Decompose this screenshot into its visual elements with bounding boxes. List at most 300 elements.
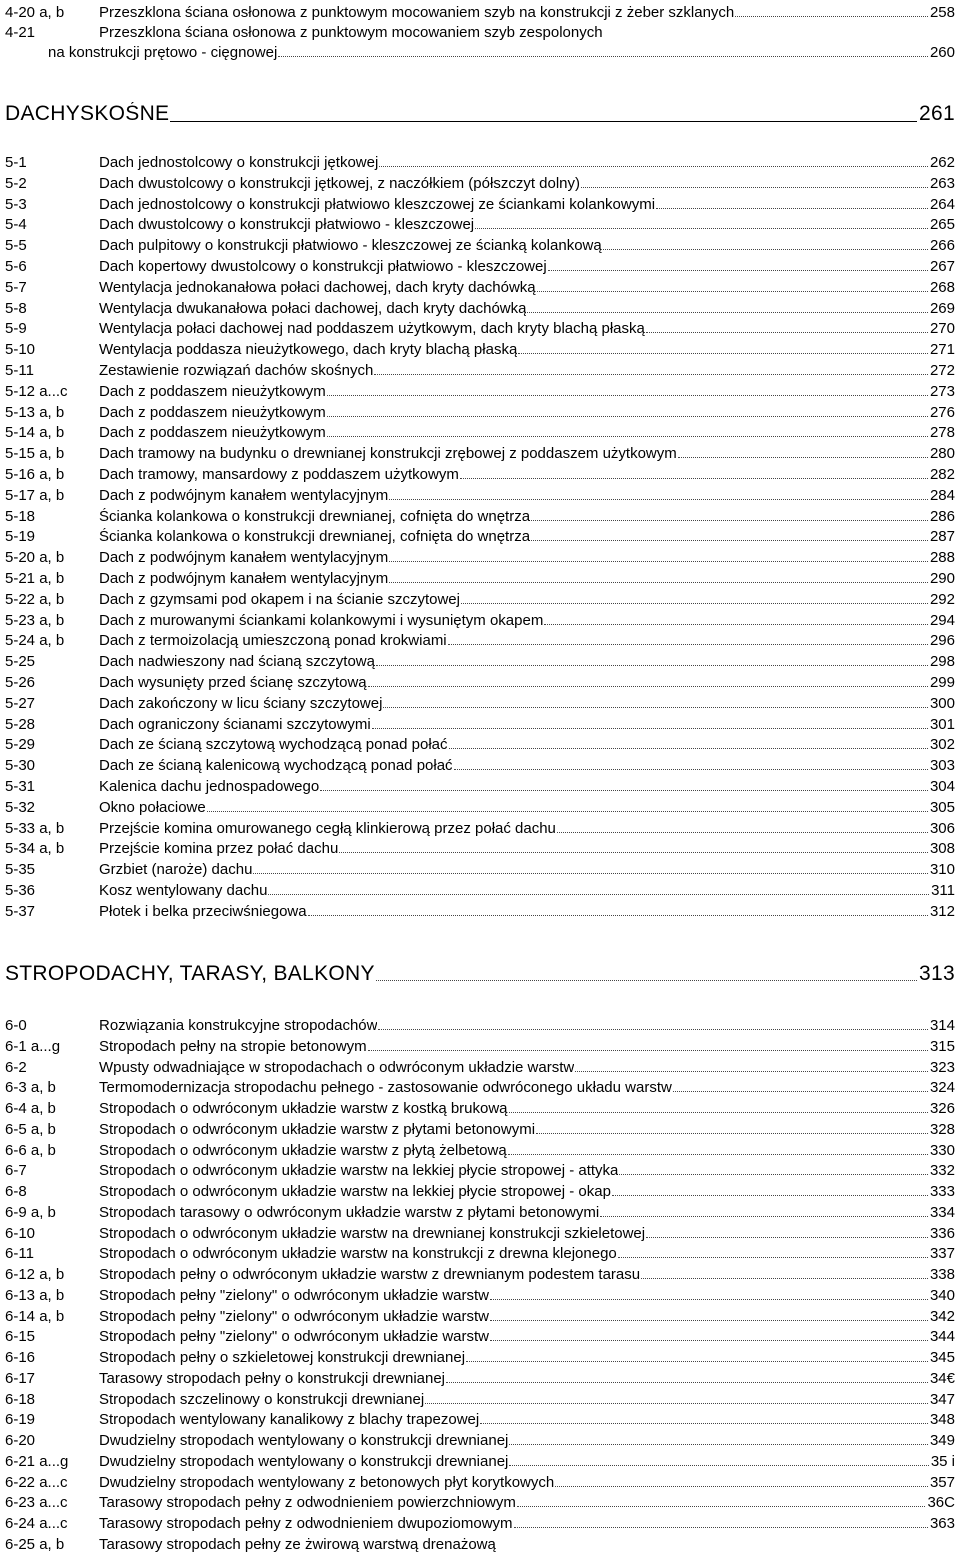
toc-entry [5, 1490, 955, 1511]
entry-number: 6-5 a, b [5, 1120, 56, 1138]
toc-entry [5, 816, 955, 837]
dot-leader [509, 1444, 928, 1445]
entry-title: Grzbiet (naroże) dachu [99, 861, 253, 879]
dot-leader [544, 624, 928, 625]
entry-number: 5-37 [5, 902, 36, 920]
entry-number: 5-1 [5, 154, 27, 171]
entry-page: 300 [929, 694, 955, 712]
entry-page: 303 [929, 757, 955, 775]
dot-leader [600, 1216, 928, 1217]
entry-page: 308 [929, 840, 955, 858]
toc-entry [5, 712, 955, 733]
entry-number: 5-11 [5, 362, 34, 379]
dot-leader [548, 270, 928, 271]
entry-page: 287 [929, 528, 955, 546]
dot-leader [531, 540, 928, 541]
entry-page: 36C [927, 1494, 955, 1512]
entry-page: 304 [929, 778, 955, 795]
entry-title: Płotek i belka przeciwśniegowa [99, 902, 307, 920]
entry-number: 5-21 a, b [5, 570, 65, 587]
section-title: DACHYSKOŚNE [5, 102, 170, 125]
dot-leader [448, 644, 928, 645]
entry-title: Przejście komina omurowanego cegłą klinkierową przez połać dachu [99, 819, 556, 837]
entry-title: Przejście komina przez połać dachu [99, 840, 339, 858]
dot-leader [618, 1257, 928, 1258]
toc-entry [5, 545, 955, 566]
toc-entry [5, 566, 955, 587]
dot-leader [207, 811, 928, 812]
toc-entry [5, 857, 955, 878]
entry-page: 294 [929, 611, 955, 629]
toc-entry [5, 0, 955, 21]
toc-entry [5, 296, 955, 317]
dot-leader [368, 1050, 928, 1051]
entry-number: 6-10 [5, 1224, 36, 1242]
entry-title: Wentylacja połaci dachowej nad poddaszem użytkowym, dach kryty blachą płaską [99, 320, 645, 338]
toc-entry [5, 233, 955, 254]
entry-page: 363 [929, 1515, 955, 1532]
entry-number: 5-33 a, b [5, 819, 65, 837]
entry-number: 6-15 [5, 1328, 36, 1346]
toc-entry [5, 337, 955, 358]
entry-title: Dwudzielny stropodach wentylowany z betonowych płyt korytkowych [99, 1473, 555, 1491]
toc-entry [5, 628, 955, 649]
entry-title: Termomodernizacja stropodachu pełnego - zastosowanie odwróconego układu warstw [99, 1079, 672, 1097]
entry-number: 5-16 a, b [5, 466, 65, 483]
entry-page: 333 [929, 1183, 955, 1200]
entry-number: 6-16 [5, 1349, 36, 1366]
entry-page: 306 [929, 819, 955, 837]
entry-page: 268 [929, 278, 955, 296]
entry-page: 262 [929, 154, 955, 171]
entry-title: Tarasowy stropodach pełny o konstrukcji drewnianej [99, 1369, 446, 1387]
section-title: STROPODACHY, TARASY, BALKONY [5, 962, 375, 985]
toc-entry [5, 1055, 955, 1076]
entry-number: 5-30 [5, 757, 36, 775]
entry-number: 5-23 a, b [5, 611, 65, 629]
entry-title: Dach jednostolcowy o konstrukcji płatwiowo kleszczowej ze ściankami kolankowymi [99, 195, 656, 213]
entry-title: Tarasowy stropodach pełny z odwodnieniem dwupoziomowym [99, 1515, 513, 1532]
dot-leader [490, 1340, 928, 1341]
dot-leader [612, 1195, 928, 1196]
dot-leader [475, 228, 928, 229]
toc-entry [5, 1324, 955, 1345]
entry-number: 5-19 [5, 528, 36, 546]
entry-page: 328 [929, 1120, 955, 1138]
dot-leader [327, 416, 928, 417]
entry-page: 273 [929, 382, 955, 400]
toc-entry [5, 1428, 955, 1449]
entry-page: 296 [929, 632, 955, 650]
entry-number: 6-4 a, b [5, 1100, 56, 1117]
entry-page: 266 [929, 237, 955, 255]
entry-number: 5-17 a, b [5, 486, 65, 504]
entry-title: Ścianka kolankowa o konstrukcji drewnianej, cofnięta do wnętrza [99, 507, 531, 525]
dot-leader [735, 16, 928, 17]
dot-leader [376, 665, 928, 666]
entry-number: 6-8 [5, 1183, 27, 1200]
dot-leader [678, 457, 928, 458]
entry-number: 5-2 [5, 174, 27, 192]
entry-page: 342 [929, 1307, 955, 1325]
entry-number: 6-6 a, b [5, 1141, 56, 1159]
dot-leader [480, 1423, 928, 1424]
entry-page: 35 i [930, 1452, 955, 1470]
dot-leader [466, 1361, 928, 1362]
entry-title: Stropodach szczelinowy o konstrukcji drewnianej [99, 1390, 425, 1408]
toc-entry [5, 795, 955, 816]
entry-title: Dach z termoizolacją umieszczoną ponad krokwiami [99, 632, 447, 650]
entry-page: 288 [929, 549, 955, 567]
entry-page: 282 [929, 466, 955, 483]
entry-number: 6-3 a, b [5, 1079, 56, 1097]
entry-number: 5-13 a, b [5, 403, 65, 421]
entry-page: 324 [929, 1079, 955, 1097]
entry-title: Dach ograniczony ścianami szczytowymi [99, 715, 371, 733]
toc-entry [5, 1262, 955, 1283]
dot-leader [517, 1506, 926, 1507]
toc-entry [5, 1407, 955, 1428]
entry-number: 5-4 [5, 216, 27, 234]
entry-page: 344 [929, 1328, 955, 1346]
dot-leader [461, 603, 928, 604]
entry-number: 4-20 a, b [5, 4, 65, 21]
toc-entry [5, 441, 955, 462]
toc-entry [5, 1345, 955, 1366]
entry-number: 6-13 a, b [5, 1286, 65, 1304]
entry-title: Dach tramowy na budynku o drewnianej konstrukcji zrębowej z poddaszem użytkowym [99, 445, 677, 463]
toc-entry [5, 192, 955, 213]
toc-entry [5, 1304, 955, 1325]
entry-title: Stropodach pełny o szkieletowej konstrukcji drewnianej [99, 1349, 466, 1366]
entry-number: 5-14 a, b [5, 424, 65, 442]
entry-title: Stropodach pełny o odwróconym układzie warstw z drewnianym podestem tarasu [99, 1266, 641, 1283]
dot-leader [327, 395, 928, 396]
entry-page: 334 [929, 1203, 955, 1221]
dot-leader [531, 520, 928, 521]
entry-title: Wpusty odwadniające w stropodachach o odwróconym układzie warstw [99, 1058, 575, 1076]
solid-leader [170, 121, 917, 122]
entry-title: Dach z poddaszem nieużytkowym [99, 403, 326, 421]
section-page: 313 [919, 962, 955, 985]
toc-entry [5, 587, 955, 608]
entry-title: Rozwiązania konstrukcyjne stropodachów [99, 1017, 378, 1034]
entry-page: 302 [929, 736, 955, 754]
toc-entry [5, 670, 955, 691]
entry-title: Dach z podwójnym kanałem wentylacyjnym [99, 486, 389, 504]
dot-leader [518, 353, 928, 354]
toc-entry [5, 774, 955, 795]
entry-title: Dach z poddaszem nieużytkowym [99, 424, 326, 442]
toc-entry [5, 1158, 955, 1179]
entry-page: 310 [929, 861, 955, 879]
toc-entry [5, 1096, 955, 1117]
dot-leader [383, 707, 928, 708]
entry-page: 338 [929, 1266, 955, 1283]
entry-page: 265 [929, 216, 955, 234]
entry-page: 269 [929, 299, 955, 317]
entry-page: 290 [929, 570, 955, 587]
entry-number: 5-32 [5, 798, 36, 816]
entry-title: Stropodach o odwróconym układzie warstw z płytą żelbetową [99, 1141, 507, 1159]
dot-leader [389, 561, 928, 562]
toc-entry [5, 1138, 955, 1159]
entry-page: 299 [929, 674, 955, 691]
dot-leader [509, 1465, 928, 1466]
entry-page: 332 [929, 1162, 955, 1180]
entry-number: 5-15 a, b [5, 445, 65, 463]
entry-title: Stropodach wentylowany kanalikowy z blachy trapezowej [99, 1411, 480, 1429]
entry-title: Dach wysunięty przed ścianę szczytową [99, 674, 367, 691]
toc-entry [5, 1075, 955, 1096]
toc-entry [5, 1013, 955, 1034]
toc-entry [5, 1117, 955, 1138]
entry-number: 5-29 [5, 736, 36, 754]
dot-leader [253, 873, 928, 874]
dot-leader [656, 208, 928, 209]
entry-page: 270 [929, 320, 955, 338]
entry-title: Przeszklona ściana osłonowa z punktowym mocowaniem szyb na konstrukcji z żeber szklanych [99, 4, 735, 21]
dot-leader [389, 499, 928, 500]
toc-entry [5, 1470, 955, 1491]
entry-number: 5-8 [5, 299, 27, 317]
entry-title: Dach nadwieszony nad ścianą szczytową [99, 653, 375, 671]
toc-entry-continuation [48, 40, 955, 61]
entry-title: Dach ze ścianą szczytową wychodzącą ponad połać [99, 736, 448, 754]
entry-page: 260 [929, 44, 955, 61]
dot-leader [308, 915, 928, 916]
dot-leader [389, 582, 928, 583]
entry-page: 330 [929, 1141, 955, 1159]
dot-leader [327, 436, 928, 437]
entry-number: 6-20 [5, 1432, 36, 1449]
entry-page: 305 [929, 798, 955, 816]
entry-number: 5-20 a, b [5, 549, 65, 567]
entry-page: 286 [929, 507, 955, 525]
entry-number: 5-22 a, b [5, 590, 65, 608]
toc-entry [5, 649, 955, 670]
entry-title: Wentylacja jednokanałowa połaci dachowej, dach kryty dachówką [99, 278, 536, 296]
entry-number: 6-23 a...c [5, 1494, 68, 1512]
entry-title: Zestawienie rozwiązań dachów skośnych [99, 362, 374, 379]
entry-page: 284 [929, 486, 955, 504]
entry-title: Dach ze ścianą kalenicową wychodzącą ponad połać [99, 757, 453, 775]
entry-page: 345 [929, 1349, 955, 1366]
toc-entry [5, 316, 955, 337]
toc-entry [5, 400, 955, 421]
toc-entry [5, 171, 955, 192]
toc-entry [5, 691, 955, 712]
entry-title: Stropodach pełny "zielony" o odwróconym układzie warstw [99, 1307, 490, 1325]
toc-entry [5, 1449, 955, 1470]
entry-title: Dwudzielny stropodach wentylowany o konstrukcji drewnianej [99, 1432, 509, 1449]
entry-number: 6-24 a...c [5, 1515, 68, 1532]
toc-entry [5, 1034, 955, 1055]
entry-number: 4-21 [5, 24, 36, 41]
entry-number: 5-6 [5, 258, 27, 275]
entry-number: 6-19 [5, 1411, 36, 1429]
dot-leader [537, 291, 928, 292]
entry-number: 5-35 [5, 861, 36, 879]
toc-entry [5, 524, 955, 545]
entry-number: 6-17 [5, 1369, 36, 1387]
entry-title: Stropodach pełny "zielony" o odwróconym układzie warstw [99, 1286, 490, 1304]
entry-page: 280 [929, 445, 955, 463]
dot-leader [509, 1112, 928, 1113]
dot-leader [514, 1527, 928, 1528]
entry-page: 272 [929, 362, 955, 379]
entry-title: Kalenica dachu jednospadowego [99, 778, 320, 795]
entry-title: Przeszklona ściana osłonowa z punktowym mocowaniem szyb zespolonych [99, 24, 603, 41]
entry-page: 312 [929, 902, 955, 920]
toc-entry [5, 1366, 955, 1387]
dot-leader [646, 332, 928, 333]
toc-entry [5, 20, 955, 41]
toc-entry [5, 878, 955, 899]
entry-number: 6-9 a, b [5, 1203, 56, 1221]
dot-leader [536, 1133, 928, 1134]
entry-page: 271 [929, 341, 955, 359]
dot-leader [619, 1174, 928, 1175]
entry-title: Stropodach o odwróconym układzie warstw na lekkiej płycie stropowej - attyka [99, 1162, 619, 1180]
dot-leader [376, 980, 917, 981]
toc-entry [5, 1283, 955, 1304]
toc-entry [5, 379, 955, 400]
toc-entry [5, 732, 955, 753]
entry-page: 276 [929, 403, 955, 421]
dot-leader [641, 1278, 928, 1279]
entry-title: Dach z podwójnym kanałem wentylacyjnym [99, 570, 389, 587]
toc-entry [5, 275, 955, 296]
entry-number: 6-0 [5, 1017, 27, 1034]
entry-title: Dach z podwójnym kanałem wentylacyjnym [99, 549, 389, 567]
toc-entry [5, 358, 955, 379]
entry-number: 6-22 a...c [5, 1473, 68, 1491]
entry-number: 5-34 a, b [5, 840, 65, 858]
entry-number: 5-5 [5, 237, 27, 255]
entry-number: 6-1 a...g [5, 1037, 61, 1055]
entry-page: 258 [929, 4, 955, 21]
entry-title: Dach tramowy, mansardowy z poddaszem użytkowym [99, 466, 459, 483]
entry-number: 5-24 a, b [5, 632, 65, 650]
dot-leader [555, 1486, 928, 1487]
toc-entry [5, 1179, 955, 1200]
dot-leader [268, 894, 929, 895]
dot-leader [368, 686, 928, 687]
entry-title: Dach z murowanymi ściankami kolankowymi i wysuniętym okapem [99, 611, 544, 629]
entry-number: 5-26 [5, 674, 36, 691]
entry-number: 5-9 [5, 320, 27, 338]
entry-title: Ścianka kolankowa o konstrukcji drewnianej, cofnięta do wnętrza [99, 528, 531, 546]
entry-page: 292 [929, 590, 955, 608]
dot-leader [378, 1029, 927, 1030]
entry-number: 5-27 [5, 694, 36, 712]
section-heading [5, 956, 955, 986]
dot-leader [508, 1154, 928, 1155]
entry-number: 6-14 a, b [5, 1307, 65, 1325]
entry-title: Dach zakończony w licu ściany szczytowej [99, 694, 383, 712]
section-heading [5, 96, 955, 126]
entry-page: 348 [929, 1411, 955, 1429]
dot-leader [557, 832, 928, 833]
entry-number: 5-28 [5, 715, 36, 733]
dot-leader [446, 1382, 928, 1383]
entry-title: Dach dwustolcowy o konstrukcji płatwiowo - kleszczowej [99, 216, 475, 234]
entry-title: Stropodach o odwróconym układzie warstw na drewnianej konstrukcji szkieletowej [99, 1224, 646, 1242]
entry-title: Dwudzielny stropodach wentylowany o konstrukcji drewnianej [99, 1452, 509, 1470]
entry-number: 5-3 [5, 195, 27, 213]
entry-page: 264 [929, 195, 955, 213]
toc-entry [5, 899, 955, 920]
toc-entry [5, 1532, 955, 1553]
entry-page: 301 [929, 715, 955, 733]
entry-number: 5-7 [5, 278, 27, 296]
toc-entry [5, 254, 955, 275]
toc-entry [5, 483, 955, 504]
entry-number: 6-2 [5, 1058, 27, 1076]
entry-title-continuation: na konstrukcji prętowo - cięgnowej [48, 44, 278, 61]
dot-leader [449, 748, 928, 749]
entry-number: 6-11 [5, 1245, 34, 1263]
toc-entry [5, 836, 955, 857]
toc-entry [5, 608, 955, 629]
dot-leader [460, 478, 928, 479]
toc-entry [5, 1241, 955, 1262]
dot-leader [454, 769, 928, 770]
entry-page: 34€ [929, 1369, 955, 1387]
entry-number: 6-7 [5, 1162, 27, 1180]
entry-title: Stropodach o odwróconym układzie warstw na konstrukcji z drewna klejonego [99, 1245, 617, 1263]
dot-leader [374, 374, 928, 375]
entry-number: 5-36 [5, 882, 36, 899]
dot-leader [339, 852, 928, 853]
toc-entry [5, 504, 955, 525]
entry-page: 347 [929, 1390, 955, 1408]
dot-leader [603, 249, 928, 250]
entry-title: Dach z gzymsami pod okapem i na ścianie szczytowej [99, 590, 460, 608]
dot-leader [490, 1299, 928, 1300]
entry-page: 357 [929, 1473, 955, 1491]
dot-leader [527, 312, 928, 313]
entry-page: 337 [929, 1245, 955, 1263]
entry-page: 314 [929, 1017, 955, 1034]
entry-page: 278 [929, 424, 955, 442]
entry-number: 6-18 [5, 1390, 36, 1408]
toc-entry [5, 462, 955, 483]
entry-title: Dach kopertowy dwustolcowy o konstrukcji płatwiowo - kleszczowej [99, 258, 547, 275]
entry-number: 6-21 a...g [5, 1452, 69, 1470]
entry-title: Dach dwustolcowy o konstrukcji jętkowej, z naczółkiem (półszczyt dolny) [99, 174, 581, 192]
entry-title: Okno połaciowe [99, 798, 206, 816]
section-page: 261 [919, 102, 955, 125]
entry-page: 349 [929, 1432, 955, 1449]
toc-entry [5, 1221, 955, 1242]
entry-title: Dach pulpitowy o konstrukcji płatwiowo - kleszczowej ze ścianką kolankową [99, 237, 602, 255]
dot-leader [673, 1091, 928, 1092]
entry-title: Dach jednostolcowy o konstrukcji jętkowej [99, 154, 379, 171]
dot-leader [575, 1071, 928, 1072]
entry-page: 323 [929, 1058, 955, 1076]
entry-page: 336 [929, 1224, 955, 1242]
entry-page: 263 [929, 174, 955, 192]
entry-page: 311 [931, 882, 955, 899]
entry-title: Tarasowy stropodach pełny z odwodnieniem powierzchniowym [99, 1494, 516, 1512]
entry-title: Wentylacja poddasza nieużytkowego, dach kryty blachą płaską [99, 341, 518, 359]
dot-leader [372, 728, 928, 729]
toc-entry [5, 1387, 955, 1408]
entry-number: 6-12 a, b [5, 1266, 65, 1283]
entry-title: Stropodach o odwróconym układzie warstw na lekkiej płycie stropowej - okap [99, 1183, 611, 1200]
